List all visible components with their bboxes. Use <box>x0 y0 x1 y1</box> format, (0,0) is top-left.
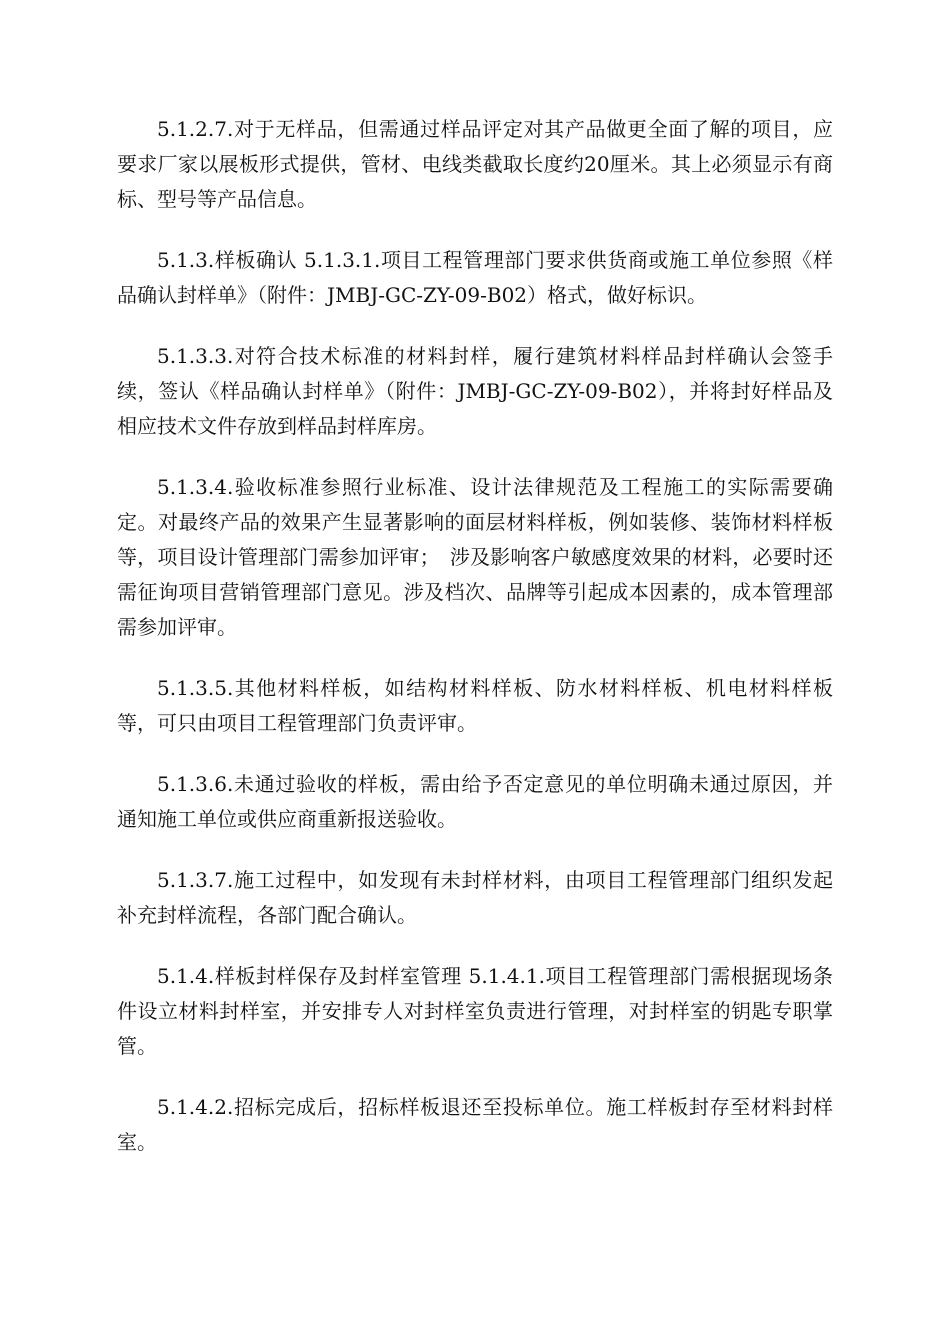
paragraph-5-1-3-3: 5.1.3.3.对符合技术标准的材料封样，履行建筑材料样品封样确认会签手续，签认《样品确认封样单》（附件：JMBJ-GC-ZY-09-B02），并将封好样品及相应技术文件存放到样品封样库房。 <box>117 344 833 438</box>
paragraph-5-1-3-7: 5.1.3.7.施工过程中，如发现有未封样材料，由项目工程管理部门组织发起补充封样流程，各部门配合确认。 <box>117 868 833 927</box>
paragraph-5-1-3-6: 5.1.3.6.未通过验收的样板，需由给予否定意见的单位明确未通过原因，并通知施工单位或供应商重新报送验收。 <box>117 772 833 831</box>
paragraph-5-1-3-1: 5.1.3.样板确认 5.1.3.1.项目工程管理部门要求供货商或施工单位参照《样品确认封样单》（附件：JMBJ-GC-ZY-09-B02）格式，做好标识。 <box>117 248 833 307</box>
paragraph-5-1-3-4: 5.1.3.4.验收标准参照行业标准、设计法律规范及工程施工的实际需要确定。对最终产品的效果产生显著影响的面层材料样板，例如装修、装饰材料样板等，项目设计管理部门需参加评审； 涉及影响客户敏感度效果的材料，必要时还需征询项目营销管理部门意见。涉及档次、品牌等引起成本因素的，成本管理部需参加评审。 <box>117 475 833 639</box>
paragraph-5-1-4-1: 5.1.4.样板封样保存及封样室管理 5.1.4.1.项目工程管理部门需根据现场条件设立材料封样室，并安排专人对封样室负责进行管理，对封样室的钥匙专职掌管。 <box>117 964 833 1058</box>
paragraph-5-1-3-5: 5.1.3.5.其他材料样板，如结构材料样板、防水材料样板、机电材料样板等，可只由项目工程管理部门负责评审。 <box>117 676 833 735</box>
paragraph-5-1-4-2: 5.1.4.2.招标完成后，招标样板退还至投标单位。施工样板封存至材料封样室。 <box>117 1095 833 1154</box>
document-body <box>117 112 833 1186</box>
paragraph-5-1-2-7: 5.1.2.7.对于无样品，但需通过样品评定对其产品做更全面了解的项目，应要求厂家以展板形式提供，管材、电线类截取长度约20厘米。其上必须显示有商标、型号等产品信息。 <box>117 117 833 211</box>
